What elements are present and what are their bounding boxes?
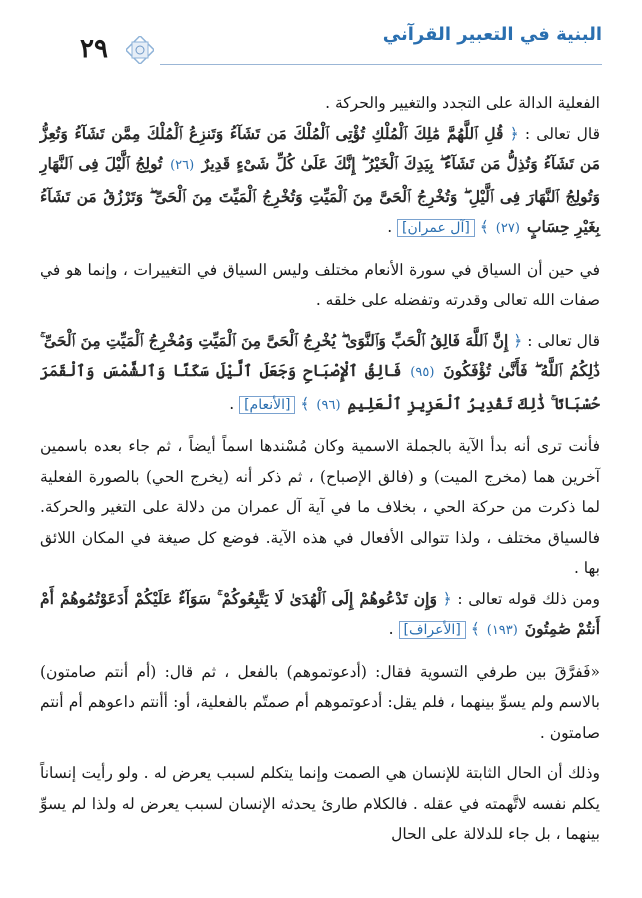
paragraph: وذلك أن الحال الثابتة للإنسان هي الصمت وإنما يتكلم لسبب يعرض له . ولو رأيت إنساناً يكلم نفسه لاتَّهمته في عقله . فالكلام طارئ يحدثه الإنسان لسبب يعرض له ولذا لم يسوِّ بينهما ، بل جاء للدلالة على الحال <box>40 764 600 843</box>
ayah-number-marker: (٢٧) <box>495 221 520 236</box>
page-header <box>60 20 602 70</box>
sura-reference: [آل عمران] <box>397 219 475 237</box>
quran-quote-1: قال تعالى : ﴿ قُلِ ٱللَّهُمَّ مَٰلِكَ ٱلْمُلْكِ تُؤْتِى ٱلْمُلْكَ مَن تَشَآءُ وَتَنزِعُ ٱلْمُلْكَ مِمَّن تَشَآءُ وَتُعِزُّ مَن تَشَآءُ وَتُذِلُّ مَن تَشَآءُ ۖ بِيَدِكَ ٱلْخَيْرُ ۖ إِنَّكَ عَلَىٰ كُلِّ شَىْءٍ قَدِيرٌ (٢٦) تُولِجُ ٱلَّيْلَ فِى ٱلنَّهَارِ وَتُولِجُ ٱلنَّهَارَ فِى ٱلَّيْلِ ۖ وَتُخْرِجُ ٱلْحَىَّ مِنَ ٱلْمَيِّتِ وَتُخْرِجُ ٱلْمَيِّتَ مِنَ ٱلْحَىِّ ۖ وَتَرْزُقُ مَن تَشَآءُ بِغَيْرِ حِسَابٍ (٢٧) ﴾ [آل عمران] . <box>40 119 600 245</box>
ornament-icon <box>126 36 154 64</box>
quran-text: فَالِقُ ٱلْإِصْبَاحِ وَجَعَلَ ٱلَّيْلَ سَكَنًا وَٱلشَّمْسَ وَٱلْقَمَرَ حُسْبَانًا ۚ ذَٰلِكَ تَقْدِيرُ ٱلْعَزِيزِ ٱلْعَلِيمِ <box>40 361 600 413</box>
quran-text: قُلِ ٱللَّهُمَّ مَٰلِكَ ٱلْمُلْكِ تُؤْتِى ٱلْمُلْكَ مَن تَشَآءُ وَتَنزِعُ ٱلْمُلْكَ مِمَّن تَشَآءُ وَتُعِزُّ مَن تَشَآءُ وَتُذِلُّ مَن تَشَآءُ ۖ بِيَدِكَ ٱلْخَيْرُ ۖ إِنَّكَ عَلَىٰ كُلِّ شَىْءٍ قَدِيرٌ <box>40 123 601 173</box>
ayah-number-marker: (٩٦) <box>316 397 341 413</box>
header-divider <box>160 64 602 65</box>
running-title: البنية في التعبير القرآني <box>382 24 602 45</box>
quran-quote-2: قال تعالى : ﴿ إِنَّ ٱللَّهَ فَالِقُ ٱلْحَبِّ وَٱلنَّوَىٰ ۖ يُخْرِجُ ٱلْحَىَّ مِنَ ٱلْمَيِّتِ وَمُخْرِجُ ٱلْمَيِّتِ مِنَ ٱلْحَىِّ ۚ ذَٰلِكُمُ ٱللَّهُ ۖ فَأَنَّىٰ تُؤْفَكُونَ (٩٥) فَالِقُ ٱلْإِصْبَاحِ وَجَعَلَ ٱلَّيْلَ سَكَنًا وَٱلشَّمْسَ وَٱلْقَمَرَ حُسْبَانًا ۚ ذَٰلِكَ تَقْدِيرُ ٱلْعَزِيزِ ٱلْعَلِيمِ (٩٦) ﴾ [الأنعام] . <box>40 326 600 422</box>
quran-bracket-close: ﴾ <box>470 620 480 638</box>
paragraph: فأنت ترى أنه بدأ الآية بالجملة الاسمية وكان مُسْندها اسماً أيضاً ، ثم جاء بعده باسمين آخرين هما (مخرج الميت) و (فالق الإصباح) ، ثم ذكر أنه (يخرج الحي) بالصورة الفعلية لما ذكرت من حركة الحي ، بخلاف ما في آية آل عمران من دلالة على التغير والحركة. فالسياق مختلف ، ولذا تتوالى الأفعال في هذه الآية. فوضع كل صيغة في المكان اللائق بها . <box>40 437 600 577</box>
quran-quote-3: ومن ذلك قوله تعالى : ﴿ وَإِن تَدْعُوهُمْ إِلَى ٱلْهُدَىٰ لَا يَتَّبِعُوكُمْ ۚ سَوَآءٌ عَلَيْكُمْ أَدَعَوْتُمُوهُمْ أَمْ أَنتُمْ صَٰمِتُونَ (١٩٣) ﴾ [الأعراف] . <box>40 584 600 647</box>
quran-bracket-open: ﴿ <box>442 589 452 608</box>
sura-reference: [الأنعام] <box>239 396 295 414</box>
paragraph: في حين أن السياق في سورة الأنعام مختلف وليس السياق في التغييرات ، وإنما هو في صفات الله تعالى وقدرته وتفضله على خلقه . <box>40 260 600 309</box>
ayah-number-marker: (٢٦) <box>170 158 195 173</box>
quran-bracket-close: ﴾ <box>300 394 310 413</box>
quran-text: تُولِجُ ٱلَّيْلَ فِى ٱلنَّهَارِ وَتُولِجُ ٱلنَّهَارَ فِى ٱلَّيْلِ ۖ وَتُخْرِجُ ٱلْحَىَّ مِنَ ٱلْمَيِّتِ وَتُخْرِجُ ٱلْمَيِّتَ مِنَ ٱلْحَىِّ ۖ وَتَرْزُقُ مَن تَشَآءُ بِغَيْرِ حِسَابٍ <box>40 154 600 236</box>
sura-reference: [الأعراف] <box>399 621 466 639</box>
paragraph: «فَفرَّقَ بين طرفي التسوية فقال: (أدعوتموهم) بالفعل ، ثم قال: (أم أنتم صامتون) بالاسم ولم يسوِّ بينهما ، فلم يقل: أدعوتموهم أم صمتّم بالفعلية، أو: أأنتم داعوهم أم أنتم صامتون . <box>40 662 600 742</box>
quote-intro: ومن ذلك قوله تعالى : <box>457 589 601 608</box>
quran-text: إِنَّ ٱللَّهَ فَالِقُ ٱلْحَبِّ وَٱلنَّوَىٰ ۖ يُخْرِجُ ٱلْحَىَّ مِنَ ٱلْمَيِّتِ وَمُخْرِجُ ٱلْمَيِّتِ مِنَ ٱلْحَىِّ ۚ ذَٰلِكُمُ ٱللَّهُ ۖ فَأَنَّىٰ تُؤْفَكُونَ <box>40 330 600 380</box>
quran-bracket-close: ﴾ <box>479 218 489 236</box>
ayah-number-marker: (٩٥) <box>410 365 435 380</box>
quran-text: وَإِن تَدْعُوهُمْ إِلَى ٱلْهُدَىٰ لَا يَتَّبِعُوكُمْ ۚ سَوَآءٌ عَلَيْكُمْ أَدَعَوْتُمُوهُمْ أَمْ أَنتُمْ صَٰمِتُونَ <box>40 588 600 638</box>
quote-intro: قال تعالى : <box>527 331 600 350</box>
quote-intro: قال تعالى : <box>524 124 600 143</box>
page-number: ٢٩ <box>80 34 108 64</box>
paragraph: الفعلية الدالة على التجدد والتغيير والحركة . <box>325 94 600 112</box>
quran-bracket-open: ﴿ <box>513 331 523 350</box>
ayah-number-marker: (١٩٣) <box>486 623 518 638</box>
page-body <box>40 88 600 850</box>
quran-bracket-open: ﴿ <box>509 124 519 143</box>
